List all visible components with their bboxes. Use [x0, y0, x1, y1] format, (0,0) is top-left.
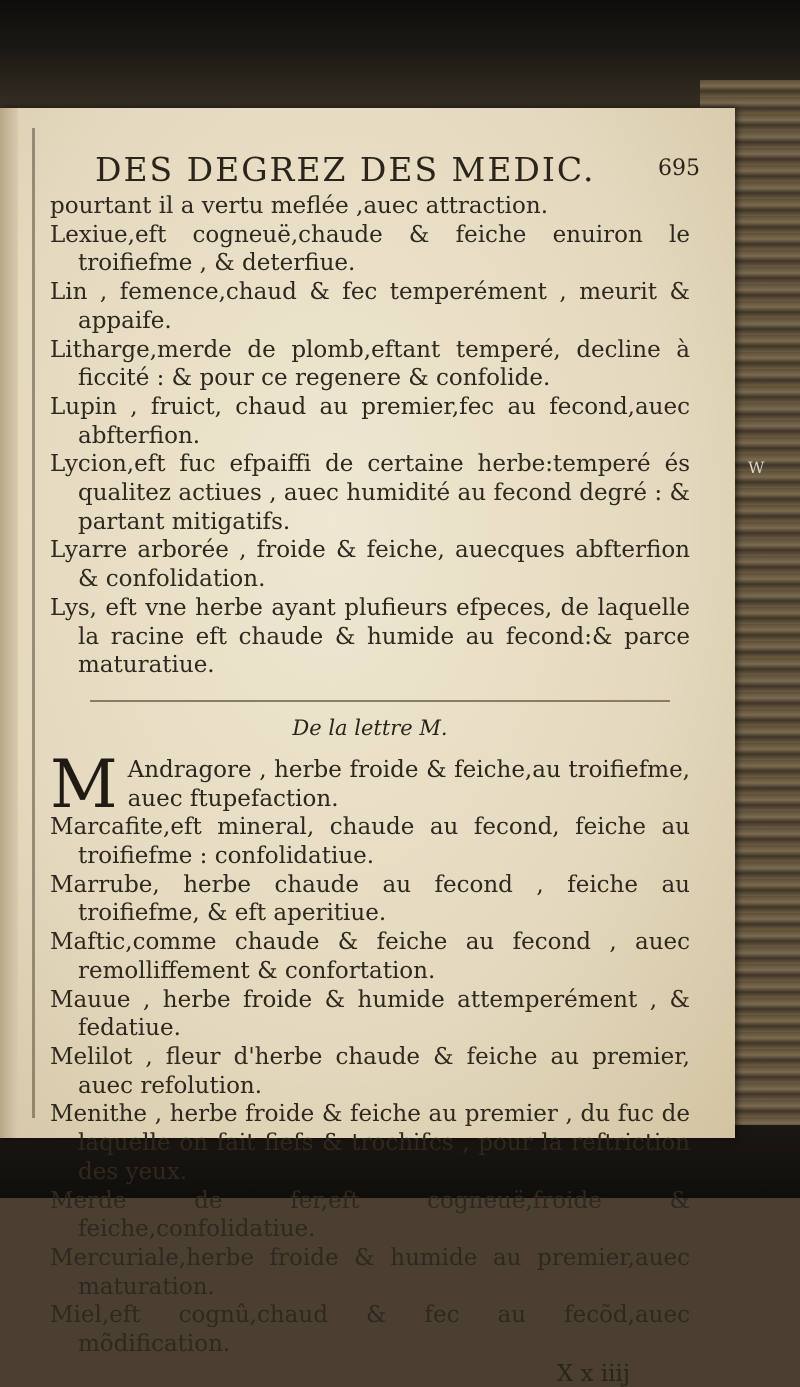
entry: Lycion,eft fuc efpaiffi de certaine herbe:temperé és qualitez actiues , auec humidité au fecond degré : & partant mitigatifs. [50, 451, 690, 535]
first-entry-text: Andragore , herbe froide & feiche,au troifiefme, auec ftupefaction. [127, 756, 690, 812]
entry: Marrube, herbe chaude au fecond , feiche au troifiefme, & eft aperitiue. [50, 871, 690, 927]
entry: Lys, eft vne herbe ayant plufieurs efpeces, de laquelle la racine eft chaude & humide au fecond:& parce maturatiue. [50, 594, 690, 679]
entry: Litharge,merde de plomb,eftant temperé, decline à ficcité : & pour ce regenere & confolide. [50, 336, 690, 392]
entry: Merde de fer,eft cogneuë,froide & feiche,confolidatiue. [50, 1187, 690, 1243]
entries-lower [50, 813, 690, 1358]
page-header [50, 150, 700, 192]
entry: pourtant il a vertu meflée ,auec attraction. [50, 193, 549, 219]
running-head: DES DEGREZ DES MEDIC. [95, 150, 596, 189]
page-text-block [50, 150, 700, 1387]
signature-mark: X x iiij [556, 1360, 630, 1387]
gutter-rule [32, 128, 35, 1118]
entry: Miel,eft cognû,chaud & fec au fecõd,auec mõdification. [50, 1302, 690, 1358]
entry: Lexiue,eft cogneuë,chaude & feiche enuiron le troifiefme , & deterfiue. [50, 221, 690, 277]
margin-note: W [748, 458, 765, 477]
entry: Maftic,comme chaude & feiche au fecond , auec remolliffement & confortation. [50, 929, 690, 984]
entries-upper [50, 192, 690, 680]
entry: Mercuriale,herbe froide & humide au premier,auec maturation. [50, 1244, 690, 1300]
page-number: 695 [658, 156, 700, 181]
entry: Menithe , herbe froide & feiche au premier , du fuc de laquelle on fait fiefs & trochifcs , pour la reftriction des yeux. [50, 1101, 690, 1185]
page-gutter-shadow [0, 108, 18, 1138]
first-entry [50, 745, 690, 823]
section-title: De la lettre M. [292, 715, 448, 740]
entry: Lyarre arborée , froide & feiche, auecques abfterfion & confolidation. [50, 537, 690, 593]
drop-cap: M [50, 745, 118, 823]
photo-background-top [0, 0, 800, 120]
entry: Mauue , herbe froide & humide attemperément , & fedatiue. [50, 986, 690, 1042]
entry: Lupin , fruict, chaud au premier,fec au fecond,auec abfterfion. [50, 393, 690, 449]
entry: Lin , femence,chaud & fec temperément , meurit & appaife. [50, 279, 690, 334]
section-divider [90, 700, 670, 702]
entry: Melilot , fleur d'herbe chaude & feiche au premier, auec refolution. [50, 1043, 690, 1099]
entry: Marcafite,eft mineral, chaude au fecond, feiche au troifiefme : confolidatiue. [50, 814, 690, 870]
